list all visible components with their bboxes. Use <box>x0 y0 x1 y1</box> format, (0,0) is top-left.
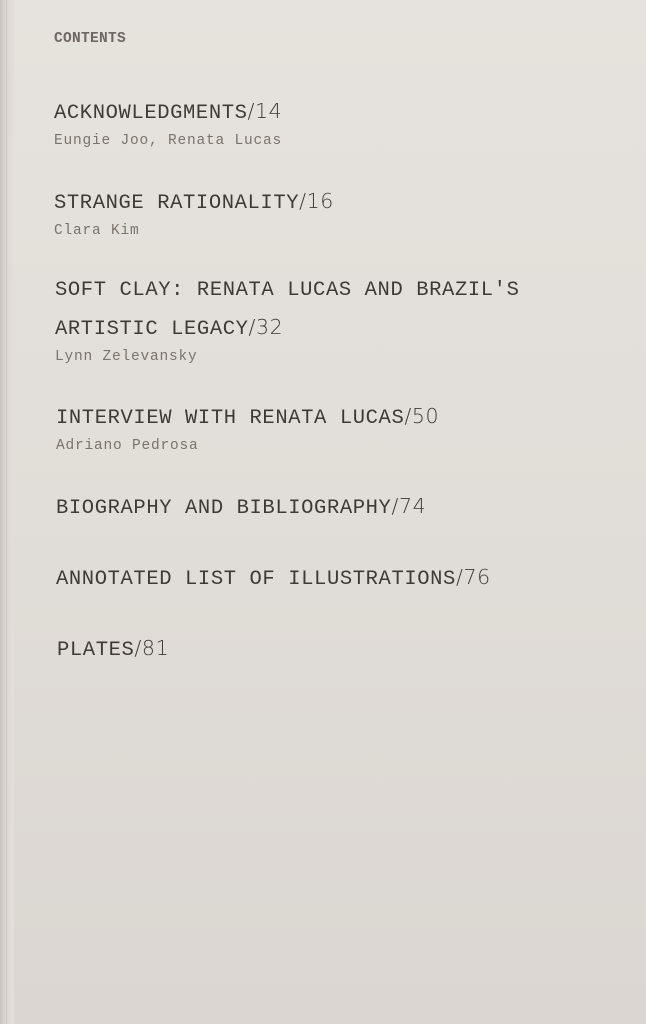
toc-entry-interview <box>56 398 439 455</box>
toc-entry-plates <box>57 630 169 669</box>
entry-page-number: /74 <box>391 494 427 518</box>
entry-author: Clara Kim <box>54 223 140 239</box>
toc-entry-soft-clay <box>55 273 519 366</box>
entry-title <box>56 488 426 527</box>
entry-title-text: INTERVIEW WITH RENATA LUCAS <box>56 407 405 430</box>
entry-title <box>54 183 334 222</box>
contents-heading: CONTENTS <box>54 31 127 47</box>
entry-title <box>57 630 169 669</box>
entry-title-text: ARTISTIC LEGACY <box>55 318 249 341</box>
entry-page-number: /76 <box>455 565 491 589</box>
entry-title <box>56 559 491 598</box>
toc-entry-strange-rationality <box>54 183 334 240</box>
entry-title-text: ANNOTATED LIST OF ILLUSTRATIONS <box>56 568 456 591</box>
entry-page-number: /14 <box>247 99 283 123</box>
entry-page-number: /50 <box>404 404 440 428</box>
toc-entry-annotated-list <box>56 559 491 598</box>
entry-title-line-1: SOFT CLAY: RENATA LUCAS AND BRAZIL'S <box>55 279 520 302</box>
entry-author: Lynn Zelevansky <box>55 349 198 365</box>
entry-title-text: ACKNOWLEDGMENTS <box>54 102 248 125</box>
entry-page-number: /32 <box>248 315 284 339</box>
entry-author: Eungie Joo, Renata Lucas <box>54 133 283 149</box>
entry-title-text: STRANGE RATIONALITY <box>54 192 300 215</box>
toc-entry-acknowledgments <box>54 93 282 150</box>
entry-page-number: /81 <box>134 636 170 660</box>
toc-entry-biography <box>56 488 426 527</box>
entry-title-text: PLATES <box>57 639 135 662</box>
entry-title <box>54 93 282 132</box>
entry-title-text: BIOGRAPHY AND BIBLIOGRAPHY <box>56 497 392 520</box>
entry-title <box>56 398 439 437</box>
entry-title <box>55 309 519 348</box>
entry-author: Adriano Pedrosa <box>56 438 199 454</box>
entry-page-number: /16 <box>299 189 334 213</box>
page-binding-edge <box>0 0 14 1024</box>
